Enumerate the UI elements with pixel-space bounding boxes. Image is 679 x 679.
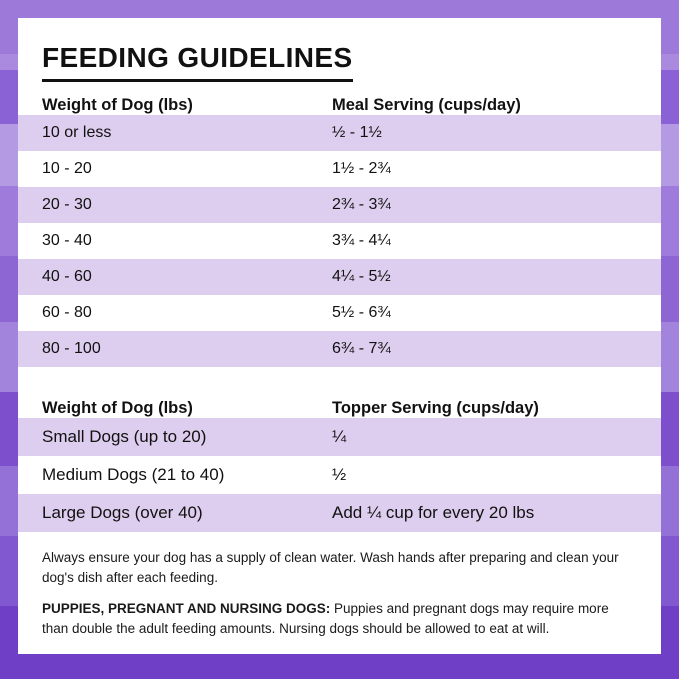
table-row (18, 187, 661, 223)
table-header-row (18, 96, 661, 115)
cell-weight: 80 - 100 (42, 340, 101, 357)
table-row (18, 259, 661, 295)
table-row (18, 295, 661, 331)
cell-serving: 3¾ - 4¼ (332, 232, 391, 249)
table-spacer (18, 367, 661, 385)
cell-serving: 2¾ - 3¾ (332, 196, 391, 213)
puppies-note-label: PUPPIES, PREGNANT AND NURSING DOGS: (42, 601, 331, 617)
table-row (18, 223, 661, 259)
water-note: Always ensure your dog has a supply of clean water. Wash hands after preparing and clean your dog's dish after each feeding. (42, 550, 619, 585)
puppies-note-text: Puppies and pregnant dogs may require more than double the adult feeding amounts. Nursing dogs should be allowed to eat at will. (42, 601, 609, 636)
content-card (18, 18, 661, 654)
notes-section (42, 548, 637, 638)
cell-weight: 10 - 20 (42, 160, 92, 177)
cell-serving: 5½ - 6¾ (332, 304, 391, 321)
table-header-row (18, 399, 661, 418)
cell-dog-size: Medium Dogs (21 to 40) (42, 465, 225, 484)
column-header-weight: Weight of Dog (lbs) (42, 399, 193, 417)
cell-serving: ½ (332, 465, 347, 484)
cell-weight: 40 - 60 (42, 268, 92, 285)
cell-dog-size: Small Dogs (up to 20) (42, 427, 207, 446)
column-header-weight: Weight of Dog (lbs) (42, 96, 193, 114)
cell-weight: 60 - 80 (42, 304, 92, 321)
table-row (18, 151, 661, 187)
cell-serving: 1½ - 2¾ (332, 160, 391, 177)
table-row (18, 494, 661, 532)
table-row (18, 331, 661, 367)
column-header-topper-serving: Topper Serving (cups/day) (332, 399, 539, 417)
table-row (18, 456, 661, 494)
page-title: FEEDING GUIDELINES (42, 42, 353, 82)
column-header-meal-serving: Meal Serving (cups/day) (332, 96, 521, 114)
table-row (18, 418, 661, 456)
cell-serving: ¼ (332, 427, 347, 446)
cell-weight: 10 or less (42, 124, 112, 141)
cell-serving: ½ - 1½ (332, 124, 382, 141)
cell-dog-size: Large Dogs (over 40) (42, 503, 203, 522)
cell-serving: Add ¼ cup for every 20 lbs (332, 503, 535, 522)
topper-serving-table (18, 399, 661, 532)
cell-weight: 20 - 30 (42, 196, 92, 213)
puppies-note (42, 599, 637, 638)
cell-weight: 30 - 40 (42, 232, 92, 249)
meal-serving-table (18, 96, 661, 367)
table-row (18, 115, 661, 151)
cell-serving: 6¾ - 7¾ (332, 340, 391, 357)
cell-serving: 4¼ - 5½ (332, 268, 391, 285)
